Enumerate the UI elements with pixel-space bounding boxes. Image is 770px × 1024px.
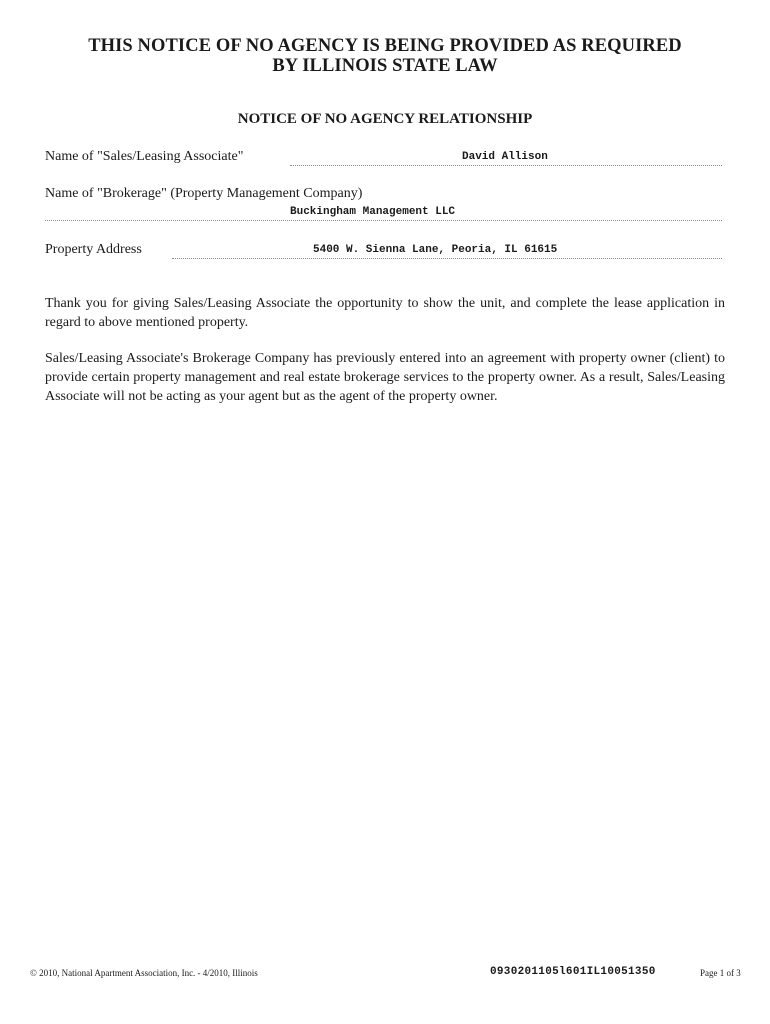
- associate-field[interactable]: [290, 147, 722, 166]
- copyright-notice: © 2010, National Apartment Association, Inc. - 4/2010, Illinois: [30, 968, 258, 978]
- address-label: Property Address: [45, 242, 142, 257]
- address-value: 5400 W. Sienna Lane, Peoria, IL 61615: [313, 244, 558, 256]
- associate-label: Name of "Sales/Leasing Associate": [45, 149, 244, 164]
- notice-title: NOTICE OF NO AGENCY RELATIONSHIP: [237, 111, 533, 127]
- notice-heading-line-2: BY ILLINOIS STATE LAW: [272, 56, 498, 76]
- notice-heading-line-1: THIS NOTICE OF NO AGENCY IS BEING PROVIDED AS REQUIRED: [88, 36, 682, 56]
- brokerage-field[interactable]: [45, 202, 722, 221]
- notice-heading: [30, 36, 740, 76]
- associate-value: David Allison: [462, 151, 548, 163]
- page-number: Page 1 of 3: [700, 968, 741, 978]
- address-field[interactable]: [172, 240, 722, 259]
- agency-paragraph: Sales/Leasing Associate's Brokerage Company has previously entered into an agreement with property owner (client) to provide certain property management and real estate brokerage services to the property owner. As a result, Sales/Leasing Associate will not be acting as your agent but as the agent of the property owner.: [45, 351, 725, 404]
- form-code: 0930201105l601IL10051350: [490, 966, 656, 978]
- thank-you-paragraph: Thank you for giving Sales/Leasing Associate the opportunity to show the unit, and complete the lease application in regard to above mentioned property.: [45, 296, 725, 330]
- brokerage-value: Buckingham Management LLC: [290, 206, 456, 218]
- brokerage-label: Name of "Brokerage" (Property Management Company): [45, 186, 363, 201]
